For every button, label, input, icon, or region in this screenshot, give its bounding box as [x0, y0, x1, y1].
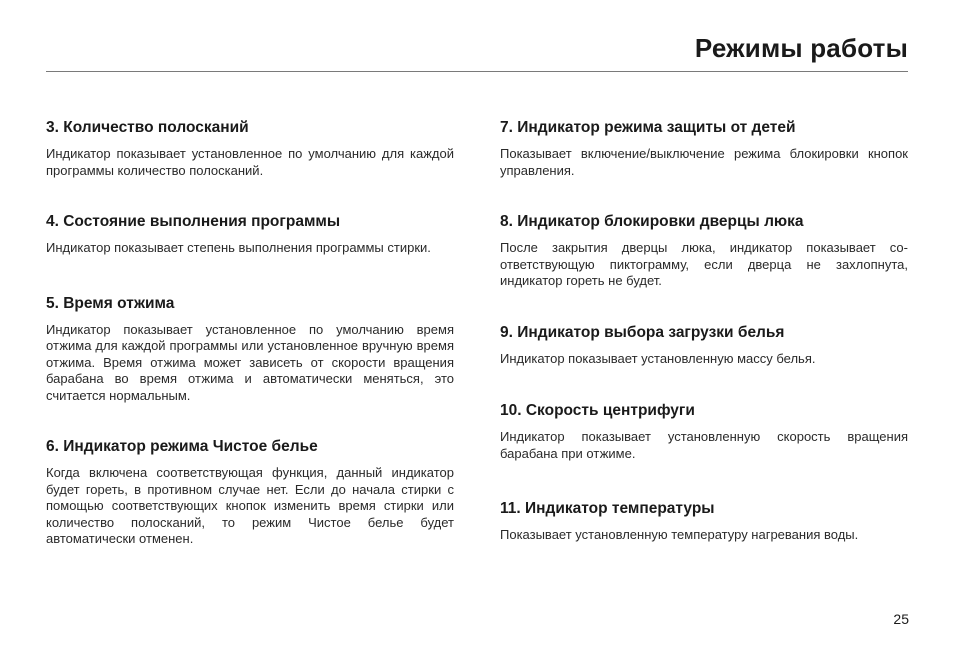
- right-column: [500, 119, 908, 544]
- section-rinse-count: [46, 119, 454, 179]
- page-title: Режимы работы: [694, 33, 908, 63]
- title-divider: [46, 71, 908, 72]
- section-heading: 9. Индикатор выбора загрузки белья: [500, 323, 785, 341]
- section-body: После закрытия дверцы люка, индикатор показывает соответствующую пиктограмму, если дверца не захлопнута, индикатор гореть не будет.: [500, 240, 908, 288]
- section-heading: 10. Скорость центрифуги: [500, 402, 695, 419]
- section-heading: 3. Количество полосканий: [46, 119, 249, 136]
- section-heading: 6. Индикатор режима Чистое белье: [46, 438, 318, 455]
- section-spin-time: [46, 295, 454, 405]
- section-clean-laundry: [46, 438, 454, 548]
- section-child-lock: [500, 119, 908, 179]
- section-heading: 5. Время отжима: [46, 294, 175, 312]
- section-body: Показывает включение/выключение режима блокировки кнопок управления.: [500, 146, 908, 178]
- section-body: Когда включена соответствующая функция, данный индикатор будет гореть, в противном случае нет. Если до начала стирки с помощью соответствующих кнопок изменить время стирки или количество полосканий, то режим Чистое белье будет автоматически отменен.: [46, 465, 454, 546]
- section-body: Индикатор показывает установленное по умолчанию время отжима для каждой программы или установленное вручную время отжима. Время отжима может зависеть от скорости вращения барабана во время отжима и автоматически меняться, это считается нормальным.: [46, 321, 454, 403]
- section-temperature: [500, 500, 908, 544]
- section-spin-speed: [500, 402, 908, 462]
- section-body: Индикатор показывает установленную массу белья.: [500, 350, 816, 366]
- left-column: [46, 119, 454, 548]
- section-heading: 7. Индикатор режима защиты от детей: [500, 119, 796, 136]
- section-body: Показывает установленную температуру нагревания воды.: [500, 527, 859, 542]
- section-load-selection: [500, 324, 908, 368]
- section-body: Индикатор показывает установленную скорость вращения барабана при отжиме.: [500, 429, 908, 461]
- section-program-progress: [46, 213, 454, 257]
- section-door-lock: [500, 213, 908, 290]
- section-body: Индикатор показывает степень выполнения программы стирки.: [46, 240, 431, 255]
- section-heading: 11. Индикатор температуры: [500, 500, 715, 517]
- section-heading: 4. Состояние выполнения программы: [46, 213, 341, 230]
- page-number: 25: [893, 611, 909, 627]
- section-heading: 8. Индикатор блокировки дверцы люка: [500, 213, 804, 230]
- section-body: Индикатор показывает установленное по умолчанию для каждой программы количество полосканий.: [46, 146, 454, 178]
